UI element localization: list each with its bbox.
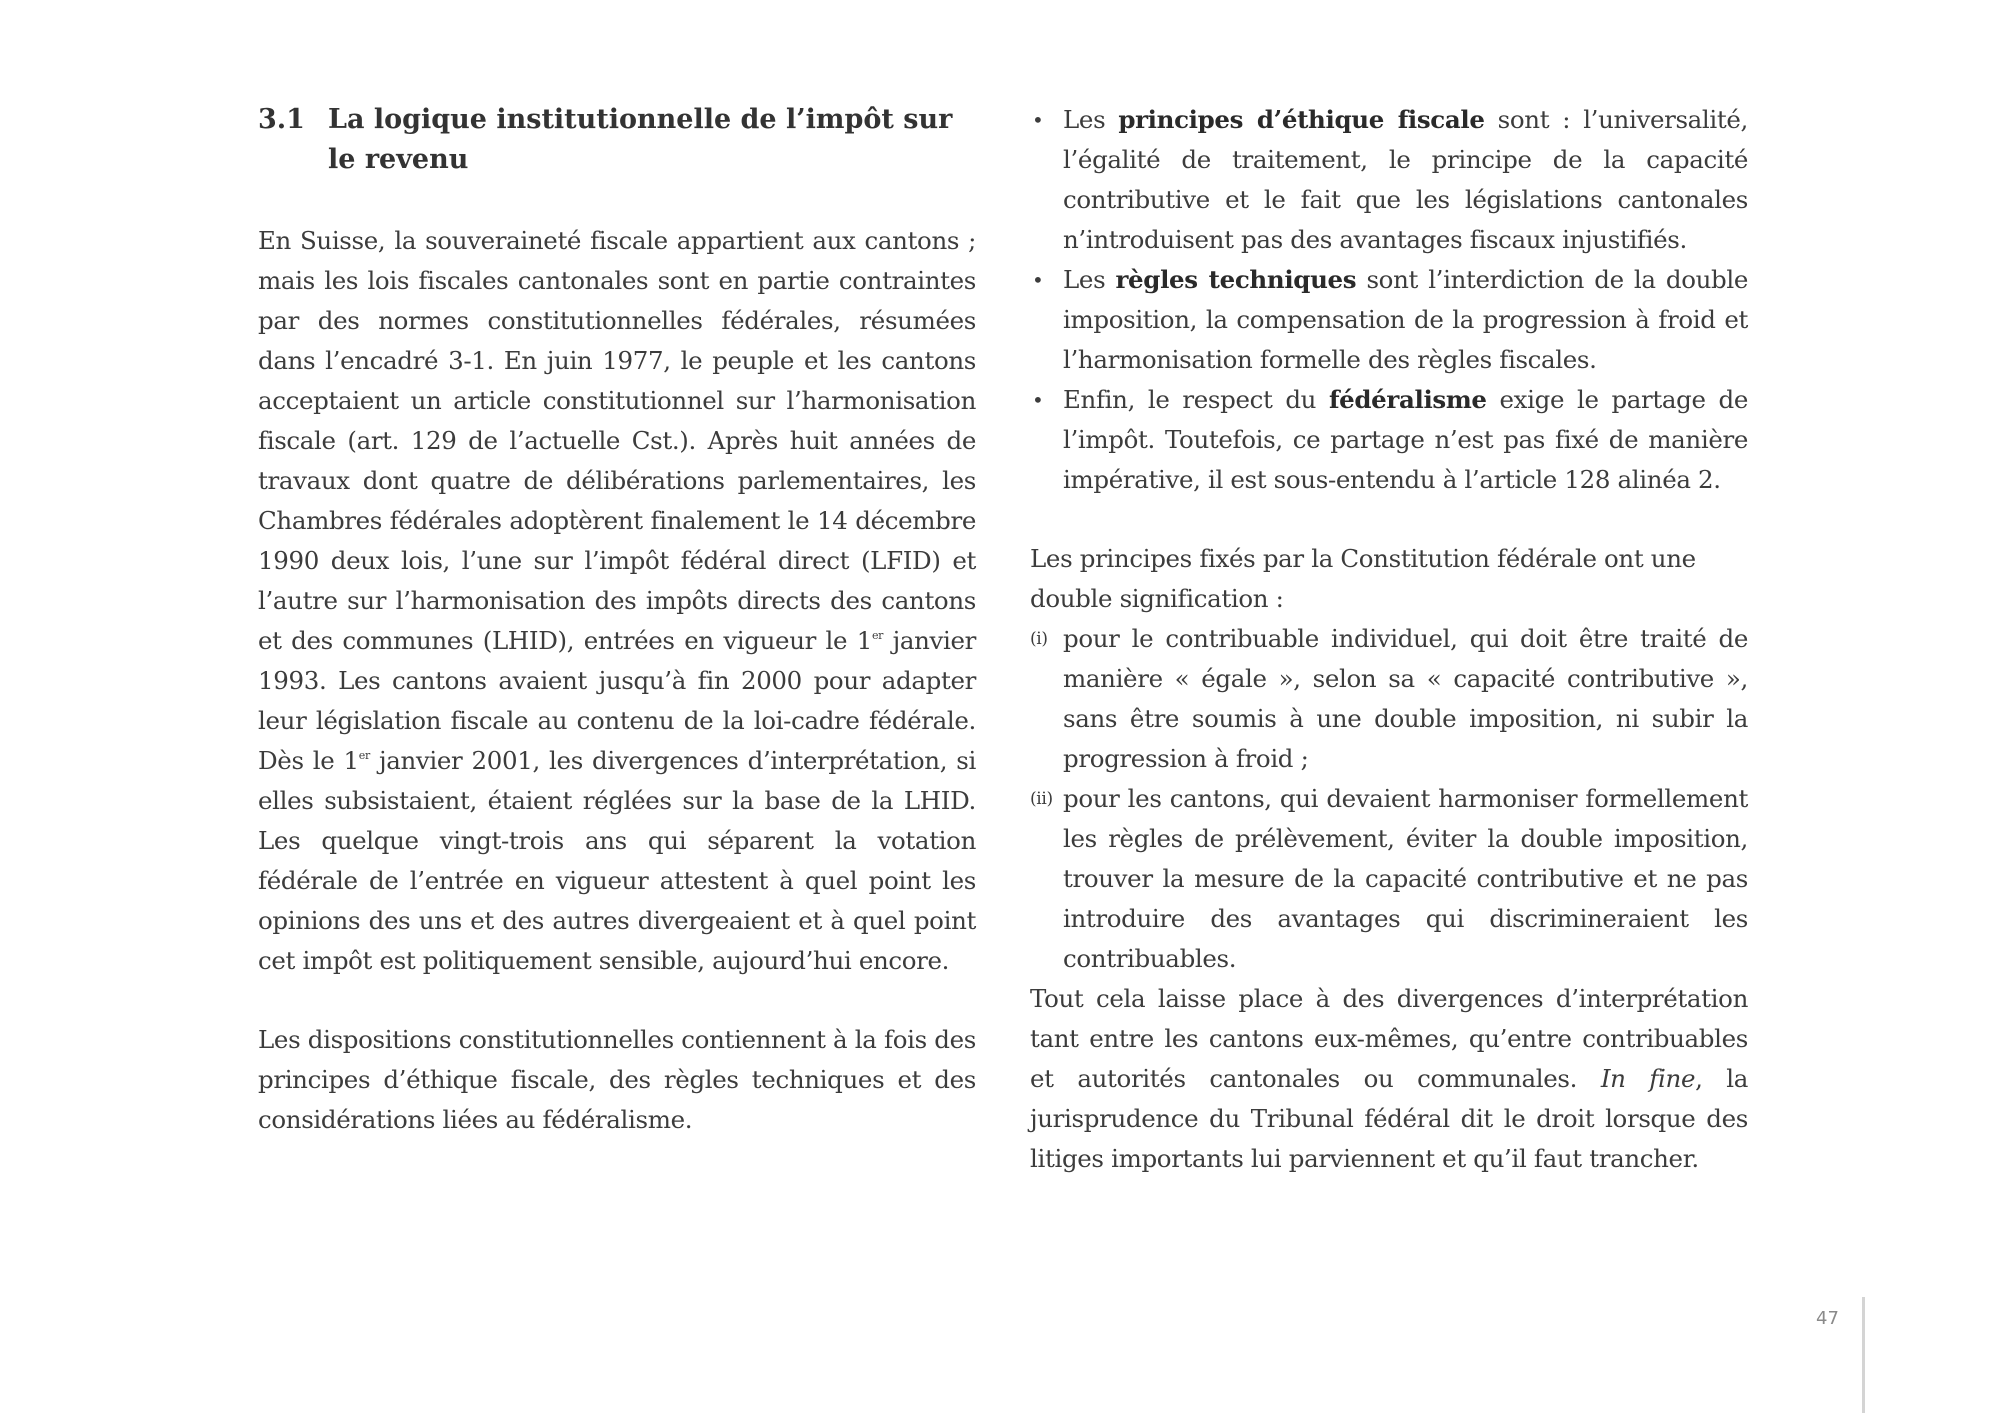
list-item [1030,779,1748,979]
item-term: principes d’éthique fiscale [1118,105,1485,134]
bullet-icon: • [1032,108,1044,132]
right-column [1030,100,1748,1179]
spacer [1030,500,1748,539]
item-text: Les [1063,105,1119,134]
item-text: Les [1063,265,1116,294]
superscript: er [871,629,884,642]
page-edge-rule [1862,1297,1865,1413]
dispositions-paragraph: Les dispositions constitutionnelles contiennent à la fois des principes d’éthique fiscale, des règles techniques et des considérations liées au fédéralisme. [258,1025,976,1134]
list-item [1030,100,1748,260]
signification-list [1030,619,1748,979]
list-item [1030,619,1748,779]
bullet-icon: • [1032,268,1044,292]
paragraph-text: Tout cela laisse place à des divergences d’interprétation tant entre les cantons eux-mêmes, qu’entre contribuables et autorités cantonales ou communales. [1030,984,1748,1093]
bullet-icon: • [1032,388,1044,412]
spacer [258,981,976,1020]
closing-paragraph [1030,979,1748,1179]
principles-list [1030,100,1748,500]
italic-phrase: In fine [1600,1064,1696,1093]
item-text: sont : l’universalité, l’égalité de traitement, le principe de la capacité contributive et le fait que les législations cantonales n’introduisent pas des avantages fiscaux injustifiés. [1063,105,1748,254]
paragraph-text: En Suisse, la souveraineté fiscale appartient aux cantons ; mais les lois fiscales cantonales sont en partie contraintes par des normes constitutionnelles fédérales, résumées dans l’encadré 3-1. En juin 1977, le peuple et les cantons acceptaient un article constitutionnel sur l’harmonisation fiscale (art. 129 de l’actuelle Cst.). Après huit années de travaux dont quatre de délibérations parlementaires, les Chambres fédérales adoptèrent finalement le 14 décembre 1990 deux lois, l’une sur l’impôt fédéral direct (LFID) et l’autre sur l’harmonisation des impôts directs des cantons et des communes (LHID), entrées en vigueur le 1 [258,226,976,655]
page-number: 47 [1816,1308,1839,1329]
paragraph-text: janvier 2001, les divergences d’interprétation, si elles subsistaient, étaient réglées sur la base de la LHID. Les quelque vingt-trois ans qui séparent la votation fédérale de l’entrée en vigueur attestent à quel point les opinions des uns et des autres divergeaient et à quel point cet impôt est politiquement sensible, aujourd’hui encore. [258,746,977,975]
list-item [1030,260,1748,380]
section-title: La logique institutionnelle de l’impôt sur le revenu [328,104,953,175]
item-term: fédéralisme [1328,385,1487,414]
list-item [1030,380,1748,500]
item-text: exige le partage de l’impôt. Toutefois, ce partage n’est pas fixé de manière impérative, il est sous-entendu à l’article 128 alinéa 2. [1063,385,1748,494]
section-number: 3.1 [258,104,305,135]
signification-intro: Les principes fixés par la Constitution fédérale ont une double signification : [1030,544,1696,613]
item-term: règles techniques [1115,265,1357,294]
item-text: Enfin, le respect du [1063,385,1329,414]
intro-paragraph [258,221,976,981]
paragraph-text: , la jurisprudence du Tribunal fédéral dit le droit lorsque des litiges importants lui parviennent et qu’il faut trancher. [1030,1064,1748,1173]
section-heading [258,100,976,180]
item-text: pour le contribuable individuel, qui doit être traité de manière « égale », selon sa « capacité contributive », sans être soumis à une double imposition, ni subir la progression à froid ; [1063,624,1748,773]
item-text: pour les cantons, qui devaient harmoniser formellement les règles de prélèvement, éviter la double imposition, trouver la mesure de la capacité contributive et ne pas introduire des avantages qui discrimineraient les contribuables. [1063,784,1748,973]
left-column [258,100,976,1140]
roman-marker: (ii) [1030,789,1053,809]
roman-marker: (i) [1030,629,1048,649]
item-text: sont l’interdiction de la double imposition, la compensation de la progression à froid et l’harmonisation formelle des règles fiscales. [1063,265,1748,374]
superscript: er [358,749,370,762]
paragraph-text: janvier 1993. Les cantons avaient jusqu’à fin 2000 pour adapter leur législation fiscale au contenu de la loi-cadre fédérale. Dès le 1 [258,626,976,775]
spacer [258,180,976,221]
